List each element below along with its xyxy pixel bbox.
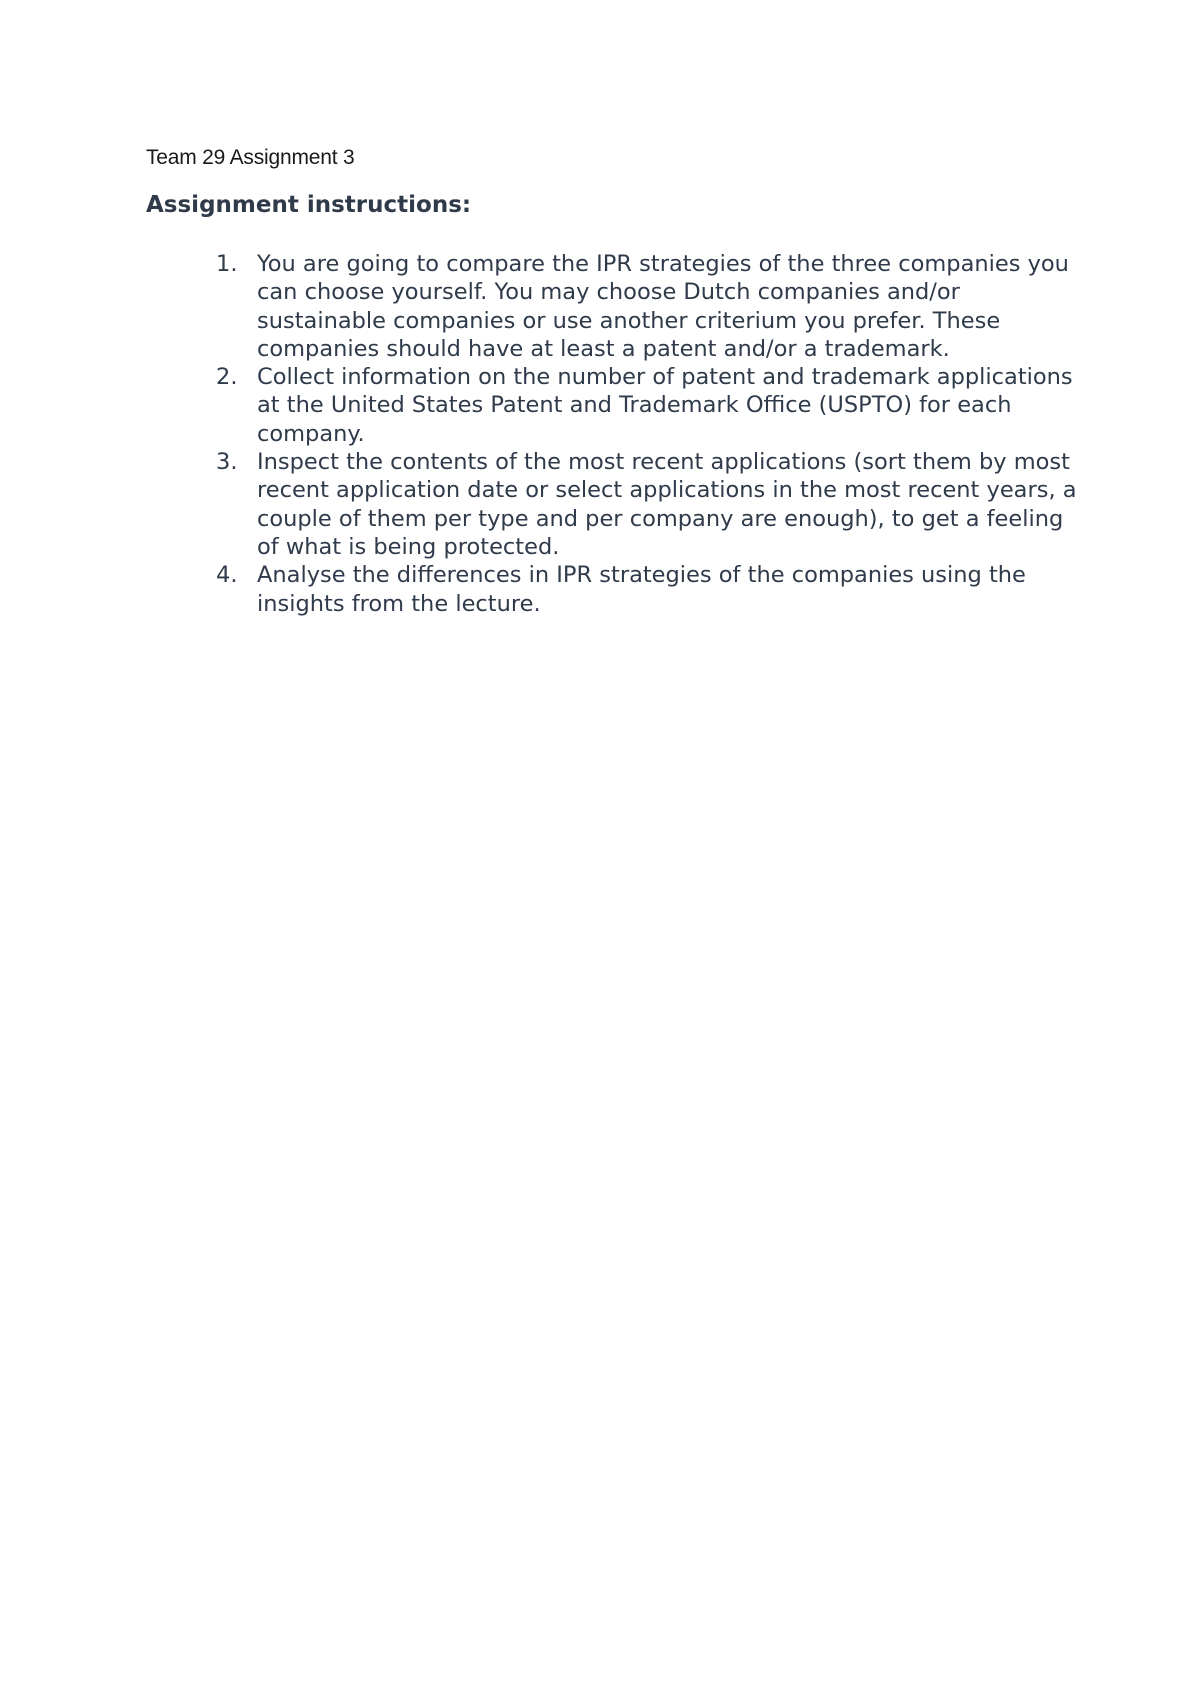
list-item [216,250,1086,363]
list-item-number: 1. [216,251,238,277]
list-item [216,448,1086,561]
list-item-text: Inspect the contents of the most recent applications (sort them by most recent application date or select applications in the most recent years, a couple of them per type and per company are enough), to get a feeling of what is being protected. [257,449,1077,560]
instructions-heading: Assignment instructions: [146,192,472,218]
list-item [216,561,1086,618]
list-item-number: 2. [216,364,238,391]
instructions-list [216,250,1086,618]
list-item-number: 3. [216,449,238,476]
list-item-number: 4. [216,562,238,589]
list-item [216,363,1086,448]
list-item-text: Analyse the differences in IPR strategies of the companies using the insights from the lecture. [257,562,1026,617]
list-item-text: Collect information on the number of patent and trademark applications at the United States Patent and Trademark Office (USPTO) for each company. [257,364,1073,447]
document-title: Team 29 Assignment 3 [146,146,355,169]
list-item-text: You are going to compare the IPR strategies of the three companies you can choose yourself. You may choose Dutch companies and/or sustainable companies or use another criterium you prefer. These companies should have at least a patent and/or a trademark. [257,251,1069,362]
